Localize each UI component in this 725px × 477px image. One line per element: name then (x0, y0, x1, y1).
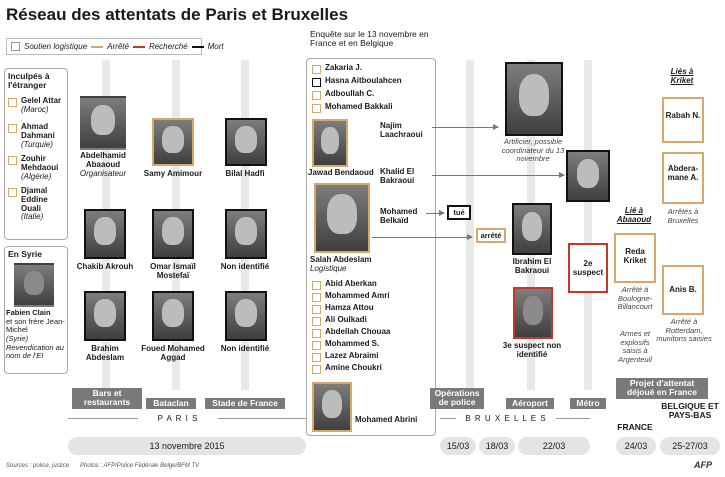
plot-heading: Projet d'attentat déjoué en France (616, 378, 708, 399)
person-name: Ibrahim El Bakraoui (512, 257, 552, 275)
person-caption (70, 152, 136, 178)
person-photo-icon (512, 203, 552, 255)
person-note: (Turquie) (21, 139, 53, 149)
person-caption (310, 256, 372, 274)
person-name: Samy Amimour (143, 169, 203, 178)
arrested-square-icon (312, 91, 321, 100)
list-item (312, 340, 379, 350)
person-photo-icon (80, 96, 126, 150)
syria-caption-text: et son frère Jean-Michel (6, 316, 65, 335)
person-name: Gelel Attar (21, 96, 62, 105)
person-name: 3e suspect non identifié (502, 341, 562, 359)
list-item (312, 64, 362, 74)
arrested-line-icon (91, 46, 103, 48)
arrested-square-icon (312, 317, 321, 326)
syria-caption (6, 309, 68, 361)
linked-heading: Liés à Kriket (670, 67, 694, 85)
legend-arrested: Arrêté (107, 42, 129, 51)
timeline-date: 13 novembre 2015 (68, 437, 306, 455)
arrested-square-icon (312, 104, 321, 113)
person-name: Amine Choukri (325, 363, 382, 372)
support-square-icon (11, 42, 20, 51)
person-name: Hasna Aitboulahcen (325, 76, 402, 85)
legend-support: Soutien logistique (24, 42, 88, 51)
person-name: Abdelhamid Abaaoud (80, 151, 126, 169)
person-photo-icon (513, 287, 553, 339)
location-label: Métro (570, 398, 606, 409)
person-name: Mohamed Belkaïd (380, 207, 418, 225)
person-name: Khalid El Bakraoui (380, 167, 415, 185)
list-item (312, 280, 377, 290)
list-item (312, 90, 374, 100)
person-note: (Italie) (21, 212, 44, 222)
location-label: Opérations de police (430, 388, 484, 409)
person-name: Chakib Akrouh (76, 262, 134, 271)
list-item (312, 328, 390, 338)
dead-badge: tué (447, 205, 471, 220)
person-name: Najim Laachraoui (380, 121, 423, 139)
person-name: Omar Ismaïl Mostefaï (150, 262, 196, 280)
timeline-country: FRANCE (617, 422, 653, 432)
person-name: Abdellah Chouaa (325, 327, 391, 336)
timeline-date: 24/03 (616, 437, 656, 455)
list-item (8, 97, 68, 115)
arrested-square-icon (312, 365, 321, 374)
person-photo-icon (84, 291, 126, 341)
arrested-square-icon (8, 124, 17, 133)
wanted-line-icon (133, 46, 145, 48)
dead-line-icon (192, 46, 204, 48)
arrested-square-icon (312, 353, 321, 362)
person-photo-icon (152, 209, 194, 259)
person-name: Salah Abdeslam (310, 255, 372, 264)
person-name: Ali Oulkadi (325, 315, 367, 324)
arrested-badge: arrêté (476, 228, 506, 243)
arrested-square-icon (312, 341, 321, 350)
legend-wanted: Recherché (148, 42, 188, 51)
arrow-icon (432, 127, 498, 128)
syria-note: (Syrie) Revendication au nom de l'EI (6, 333, 64, 361)
abaaoud-heading: Lié à Abaaoud (616, 206, 652, 224)
person-name: Brahim Abdeslam (85, 344, 125, 362)
najim-note: Artificier, possible coordinateur du 13 novembre (501, 137, 565, 164)
list-item (8, 123, 68, 149)
arrested-square-icon (312, 65, 321, 74)
arrested-square-icon (312, 281, 321, 290)
person-name: Bilal Hadfi (225, 169, 265, 178)
person-name: Mohamed Bakkali (325, 102, 393, 111)
page-title: Réseau des attentats de Paris et Bruxelles (6, 5, 349, 24)
person-box: Abdera-mane A. (662, 152, 704, 204)
person-role: Organisateur (79, 168, 127, 178)
person-name: Abid Aberkan (325, 279, 377, 288)
person-name: Zouhir Mehdaoui (21, 154, 59, 172)
person-name: Djamal Eddine Ouali (21, 186, 48, 213)
reda-note: Arrêté à Boulogne-Billancourt (617, 285, 653, 312)
sources: Sources : police, justice (6, 463, 70, 469)
person-name: Zakaria J. (325, 63, 362, 72)
arrested-square-icon (8, 98, 17, 107)
list-item (312, 77, 402, 87)
syria-name: Fabien Clain (6, 308, 51, 317)
pillar (466, 60, 474, 390)
arrested-square-icon (8, 156, 17, 165)
person-name: Adboullah C. (325, 89, 375, 98)
list-item (312, 304, 374, 314)
timeline-country: BELGIQUE ET PAYS-BAS (661, 401, 719, 420)
anis-note: Arrêté à Rotterdam, munitons saisies (656, 317, 712, 344)
person-name: Mohamed Abrini (355, 415, 418, 424)
person-photo-icon (84, 209, 126, 259)
person-note: (Algérie) (21, 171, 52, 181)
person-role: Logistique (310, 263, 347, 273)
person-box: Rabah N. (662, 97, 704, 143)
person-photo-icon (225, 209, 267, 259)
location-label: Aéroport (506, 398, 554, 409)
timeline-date: 18/03 (479, 437, 515, 455)
photo-credits: Photos : AFP/Police Fédérale Belge/BFM TV (80, 463, 200, 469)
arrow-icon (432, 175, 564, 176)
timeline-date: 22/03 (518, 437, 590, 455)
person-name: Non identifié (220, 344, 270, 353)
list-item (312, 292, 390, 302)
syria-heading: En Syrie (8, 249, 43, 259)
person-photo-icon (505, 62, 563, 136)
person-photo-icon (152, 291, 194, 341)
weapons-note: Armes et explosifs saisis à Argenteuil (618, 329, 652, 364)
arrow-icon (426, 213, 444, 214)
person-name: Mohammed Amri (325, 291, 390, 300)
list-item (312, 316, 367, 326)
location-label: Bataclan (146, 398, 196, 409)
legend-dead: Mort (207, 42, 224, 51)
arrested-square-icon (8, 188, 17, 197)
list-item (312, 364, 382, 374)
list-item (312, 352, 379, 362)
person-name: Hamza Attou (325, 303, 374, 312)
person-name: Ahmad Dahmani (21, 122, 55, 140)
arrested-square-icon (312, 305, 321, 314)
person-name: Mohammed S. (325, 339, 380, 348)
wanted-box: 2e suspect (568, 243, 608, 293)
pillar (584, 60, 592, 390)
arrested-square-icon (312, 329, 321, 338)
location-label: Stade de France (205, 398, 285, 409)
arrow-icon (372, 237, 472, 238)
person-note: (Maroc) (21, 104, 49, 114)
person-name: Jawad Bendaoud (308, 168, 374, 177)
list-item (8, 155, 68, 181)
legend (6, 38, 224, 55)
location-label: Bars et restaurants (72, 388, 142, 409)
person-photo-icon (152, 118, 194, 166)
timeline-date: 25-27/03 (660, 437, 720, 455)
person-name: Lazez Abraimi (325, 351, 379, 360)
list-item (8, 187, 68, 222)
person-photo-icon (14, 263, 54, 307)
dead-square-icon (312, 78, 321, 87)
person-name: Non identifié (220, 262, 270, 271)
timeline-city: P A R I S (138, 414, 218, 423)
person-photo-icon (312, 119, 348, 167)
person-photo-icon (312, 382, 352, 432)
person-photo-icon (225, 291, 267, 341)
person-photo-icon (225, 118, 267, 166)
afp-logo-icon: AFP (694, 460, 712, 470)
arrested-square-icon (312, 293, 321, 302)
person-photo-icon (314, 183, 370, 253)
linked-note: Arrêtés à Bruxelles (667, 207, 699, 225)
person-box: Reda Kriket (614, 233, 656, 283)
inquiry-heading: Enquête sur le 13 novembre en France et en Belgique (310, 29, 429, 48)
person-name: Foued Mohamed Aggad (141, 344, 205, 362)
timeline-date: 15/03 (440, 437, 476, 455)
timeline-city: B R U X E L L E S (456, 414, 556, 423)
person-photo-icon (566, 150, 610, 202)
list-item (312, 103, 393, 113)
person-box: Anis B. (662, 265, 704, 315)
indicted-heading: Inculpés à l'étranger (8, 71, 50, 90)
